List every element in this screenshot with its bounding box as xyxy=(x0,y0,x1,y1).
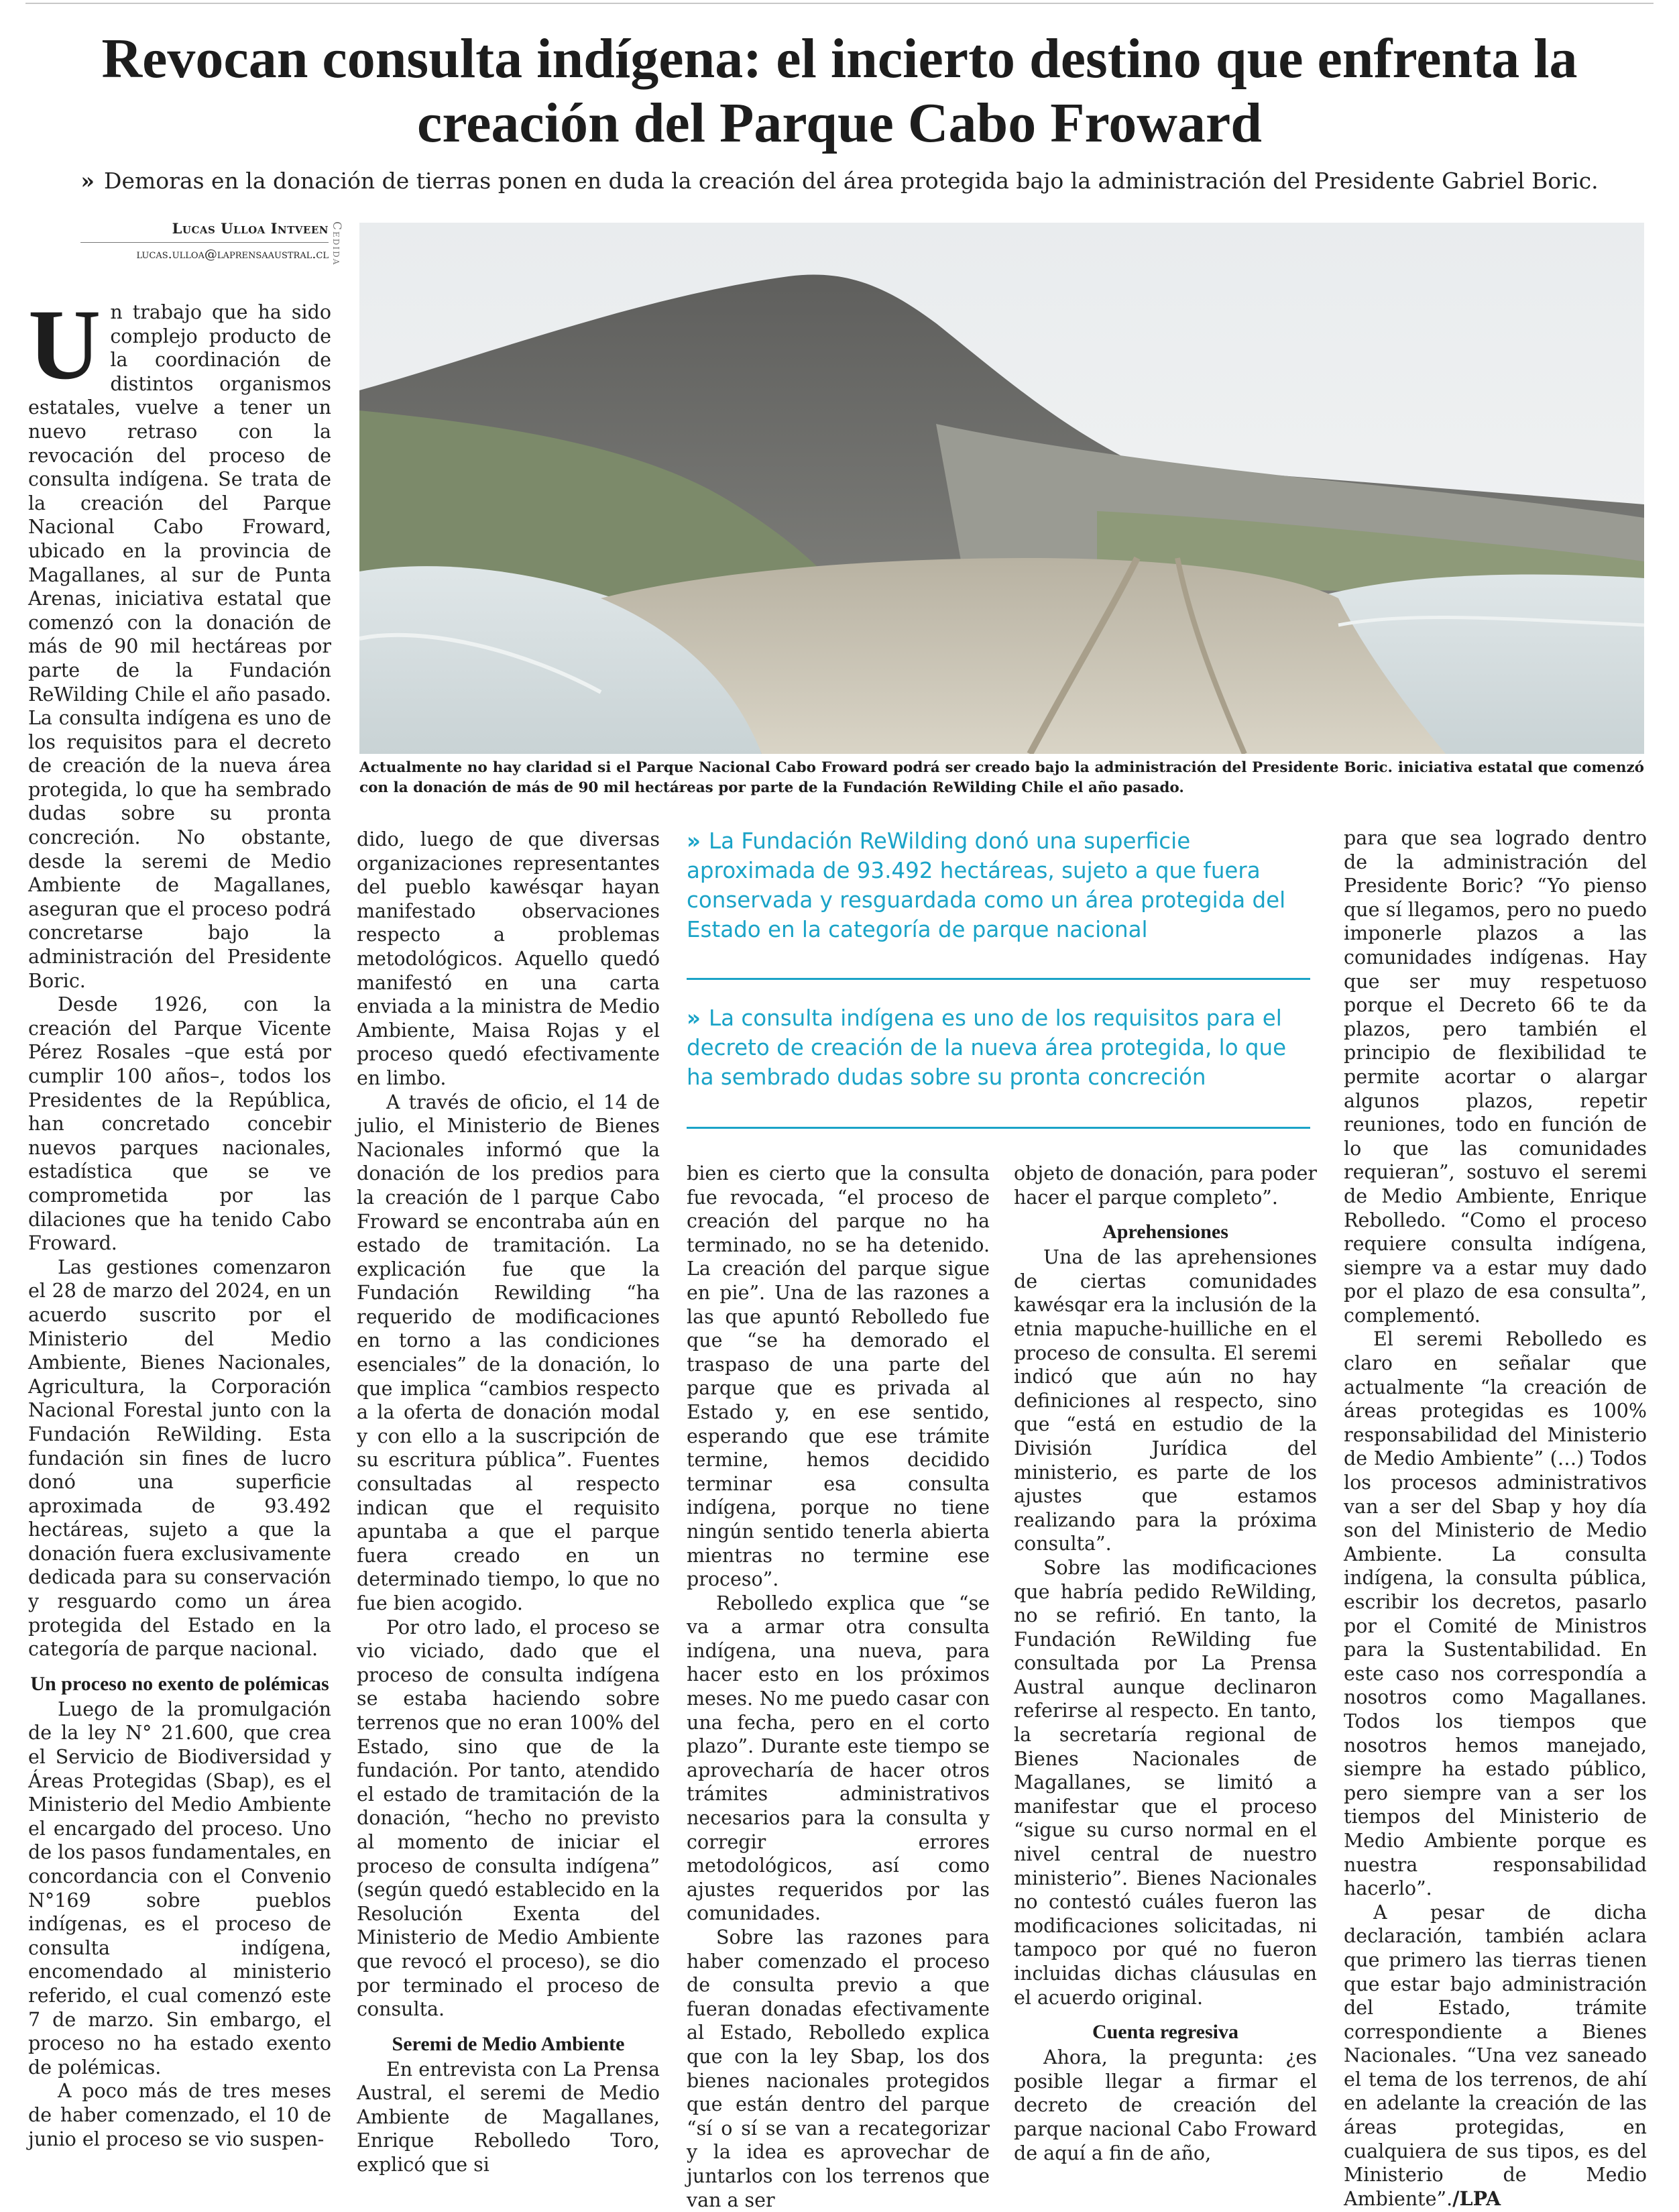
byline xyxy=(80,220,329,262)
section-heading: Aprehensiones xyxy=(1102,1221,1228,1243)
author-name: Lucas Ulloa Intveen xyxy=(172,220,329,237)
paragraph: Rebolledo explica que “se va a armar otra consulta indígena, una nueva, para hacer esto en los próximos meses. No me puedo casar con una fecha, pero en el corto plazo”. Durante este tiempo se aprovecharía de hacer otros trámites administrativos necesarios para la consulta y corregir errores metodológicos, así como ajustes requeridos por las comunidades. xyxy=(687,1592,990,1925)
quote-text: La Fundación ReWilding donó una superficie aproximada de 93.492 hectáreas, sujeto a que fuera conservada y resguardada como un área protegida del Estado en la categoría de parque nacional xyxy=(687,828,1286,942)
section-heading: Cuenta regresiva xyxy=(1092,2021,1239,2044)
article-column-2 xyxy=(357,828,660,2177)
landscape-photo-illustration xyxy=(359,223,1644,754)
paragraph: bien es cierto que la consulta fue revocada, “el proceso de creación del parque no ha terminado, no se ha detenido. La creación del parque sigue en pie”. Una de las razones a las que apuntó Rebolledo fue que “se ha demorado el traspaso de una parte del parque que es privada al Estado y, en ese sentido, esperando que ese trámite termine, hemos decidido terminar esa consulta indígena, porque no tiene ningún sentido tenerla abierta mientras no termine ese proceso”. xyxy=(687,1162,990,1591)
paragraph: Por otro lado, el proceso se vio viciado, dado que el proceso de consulta indígena se estaba haciendo sobre terrenos que no eran 100% del Estado, sino que de la fundación. Por tanto, atendido el estado de tramitación de la donación, “hecho no previsto al momento de iniciar el proceso de consulta indígena” (según quedó establecido en la Resolución Exenta del Ministerio de Medio Ambiente que revocó el proceso), se dio por terminado el proceso de consulta. xyxy=(357,1616,660,2021)
photo-credit: Cedida xyxy=(330,221,343,266)
paragraph: objeto de donación, para poder hacer el parque completo”. xyxy=(1014,1162,1317,1209)
paragraph: A poco más de tres meses de haber comenzado, el 10 de junio el proceso se vio suspen- xyxy=(28,2080,331,2150)
top-rule xyxy=(25,3,1654,4)
quote-arrow-icon: » xyxy=(687,828,701,854)
paragraph: Las gestiones comenzaron el 28 de marzo del 2024, en un acuerdo suscrito por el Ministerio del Medio Ambiente, Bienes Nacionales, Agricultura, la Corporación Nacional Forestal junto con la Fundación ReWilding. Esta fundación sin fines de lucro donó una superficie aproximada de 93.492 hectáreas, sujeto a que la donación fuera exclusivamente dedicada para su conservación y resguardo como un área protegida del Estado en la categoría de parque nacional. xyxy=(28,1256,331,1661)
quote-text: La consulta indígena es uno de los requisitos para el decreto de creación de la nueva área protegida, lo que ha sembrado dudas sobre su pronta concreción xyxy=(687,1005,1287,1090)
article-column-5 xyxy=(1344,826,1647,2211)
paragraph: Sobre las modificaciones que habría pedido ReWilding, no se refirió. En tanto, la Fundación ReWilding fue consultada por La Prensa Austral aunque declinaron referirse al respecto. En tanto, la secretaría regional de Bienes Nacionales de Magallanes, se limitó a manifestar que el proceso “sigue su curso normal en el nivel central de nuestro ministerio”. Bienes Nacionales no contestó cuáles fueron las modificaciones solicitadas, ni tampoco por qué no fueron incluidas dichas cláusulas en el acuerdo original. xyxy=(1014,1556,1317,2009)
paragraph xyxy=(28,289,331,993)
subheadline xyxy=(40,166,1639,196)
photo-caption: Actualmente no hay claridad si el Parque Nacional Cabo Froward podrá ser creado bajo la administración del Presidente Boric. iniciativa estatal que comenzó con la donación de más de 90 mil hectáreas por parte de la Fundación ReWilding Chile el año pasado. xyxy=(359,759,1644,796)
pull-quote-1 xyxy=(687,826,1310,944)
quote-arrow-icon: » xyxy=(687,1005,701,1031)
paragraph: para que sea logrado dentro de la administración del Presidente Boric? “Yo pienso que sí llegamos, pero no puedo imponerle plazos a las comunidades indígenas. Hay que ser muy respetuoso porque el Decreto 66 te da plazos, pero también el principio de flexibilidad te permite acortar o alargar algunos plazos, repetir reuniones, todo en función de lo que las comunidades requieran”, sostuvo el seremi de Medio Ambiente, Enrique Rebolledo. “Como el proceso requiere consulta indígena, siempre va a estar muy dado por el plazo de esa consulta”, complementó. xyxy=(1344,827,1647,1327)
paragraph: Desde 1926, con la creación del Parque Vicente Pérez Rosales –que está por cumplir 100 años–, todos los Presidentes de la República, han concretado concebir nuevos parques nacionales, estadística que se ve comprometida por las dilaciones que ha tenido Cabo Froward. xyxy=(28,993,331,1255)
article-column-1 xyxy=(28,289,331,2151)
paragraph: Una de las aprehensiones de ciertas comunidades kawésqar era la inclusión de la etnia mapuche-huilliche en el proceso de consulta. El seremi indicó que aún no hay definiciones al respecto, sino que “está en estudio de la División Jurídica del ministerio, es parte de los ajustes que estamos realizando para la próxima consulta”. xyxy=(1014,1246,1317,1555)
author-email: lucas.ulloa@laprensaaustral.cl xyxy=(80,242,329,262)
section-heading: Un proceso no exento de polémicas xyxy=(30,1672,329,1695)
paragraph: Sobre las razones para haber comenzado el proceso de consulta previo a que fueran donadas efectivamente al Estado, Rebolledo explica que con la ley Sbap, los dos bienes nacionales protegidos que están dentro del parque “sí o sí se van a recategorizar y la idea es aprovechar de juntarlos con los terrenos que van a ser xyxy=(687,1926,990,2211)
paragraph: El seremi Rebolledo es claro en señalar que actualmente “la creación de áreas protegidas es 100% responsabilidad del Ministerio de Medio Ambiente” (…) Todos los procesos administrativos van a ser del Sbap y hoy día son del Ministerio de Medio Ambiente. La consulta indígena, la consulta pública, escribir los decretos, pasarlo por el Comité de Ministros para la Sustentabilidad. En este caso nos correspondía a nosotros como Magallanes. Todos los tiempos que nosotros hemos manejado, siempre ha estado público, pero siempre van a ser los tiempos del Ministerio de Medio Ambiente porque es nuestra responsabilidad hacerlo”. xyxy=(1344,1328,1647,1900)
paragraph: En entrevista con La Prensa Austral, el seremi de Medio Ambiente de Magallanes, Enrique Rebolledo Toro, explicó que si xyxy=(357,2058,660,2176)
paragraph: A través de oficio, el 14 de julio, el Ministerio de Bienes Nacionales informó que la donación de los predios para la creación de l parque Cabo Froward se encontraba aún en estado de tramitación. La explicación fue que la Fundación Rewilding “ha requerido de modificaciones en torno a las condiciones esenciales” de la donación, lo que implica “cambios respecto a la oferta de donación modal y con ello a la suscripción de su escritura pública”. Fuentes consultadas al respecto indican que el requisito apuntaba a que el parque fuera creado en un determinado tiempo, lo que no fue bien acogido. xyxy=(357,1091,660,1614)
signature: /LPA xyxy=(1452,2187,1501,2210)
paragraph: Ahora, la pregunta: ¿es posible llegar a firmar el decreto de creación del parque nacional Cabo Froward de aquí a fin de año, xyxy=(1014,2046,1317,2164)
quote-divider xyxy=(687,978,1310,980)
headline: Revocan consulta indígena: el incierto destino que enfrenta la creación del Parque Cabo Froward xyxy=(101,27,1578,154)
paragraph: dido, luego de que diversas organizaciones representantes del pueblo kawésqar hayan manifestado observaciones respecto a problemas metodológicos. Aquello quedó manifestó en una carta enviada a la ministra de Medio Ambiente, Maisa Rojas y el proceso quedó efectivamente en limbo. xyxy=(357,828,660,1089)
drop-cap: U xyxy=(28,289,101,400)
subhead-text: Demoras en la donación de tierras ponen en duda la creación del área protegida bajo la administración del Presidente Gabriel Boric. xyxy=(104,168,1599,194)
pull-quote-2 xyxy=(687,1003,1310,1092)
main-photo xyxy=(359,223,1644,754)
paragraph xyxy=(1344,1901,1647,2211)
paragraph: Luego de la promulgación de la ley N° 21.600, que crea el Servicio de Biodiversidad y Áreas Protegidas (Sbap), es el Ministerio del Medio Ambiente el encargado del proceso. Uno de los pasos fundamentales, en concordancia con el Convenio N°169 sobre pueblos indígenas, es el proceso de consulta indígena, encomendado al ministerio referido, el cual comenzó este 7 de marzo. Sin embargo, el proceso no ha estado exento de polémicas. xyxy=(28,1698,331,2079)
section-heading: Seremi de Medio Ambiente xyxy=(392,2032,625,2055)
article-column-4 xyxy=(1014,1162,1317,2165)
article-column-3 xyxy=(687,1162,990,2212)
subhead-arrow-icon: » xyxy=(80,168,95,194)
quote-divider xyxy=(687,1127,1310,1129)
paragraph-text: A pesar de dicha declaración, también aclara que primero las tierras tienen que estar bajo administración del Estado, trámite correspondiente a Bienes Nacionales. “Una vez saneado el tema de los terrenos, de ahí en adelante la creación de las áreas protegidas, en cualquiera de sus tipos, es del Ministerio de Medio Ambiente”. xyxy=(1344,1901,1647,2210)
paragraph-text: n trabajo que ha sido complejo producto de la coordinación de distintos organismos estatales, vuelve a tener un nuevo retraso con la revocación del proceso de consulta indígena. Se trata de la creación del Parque Nacional Cabo Froward, ubicado en la provincia de Magallanes, al sur de Punta Arenas, iniciativa estatal que comenzó con la donación de más de 90 mil hectáreas por parte de la Fundación ReWilding Chile el año pasado. La consulta indígena es uno de los requisitos para el decreto de creación de la nueva área protegida, lo que ha sembrado dudas sobre su pronta concreción. No obstante, desde la seremi de Medio Ambiente de Magallanes, aseguran que el proceso podrá concretarse bajo la administración del Presidente Boric. xyxy=(28,301,331,992)
